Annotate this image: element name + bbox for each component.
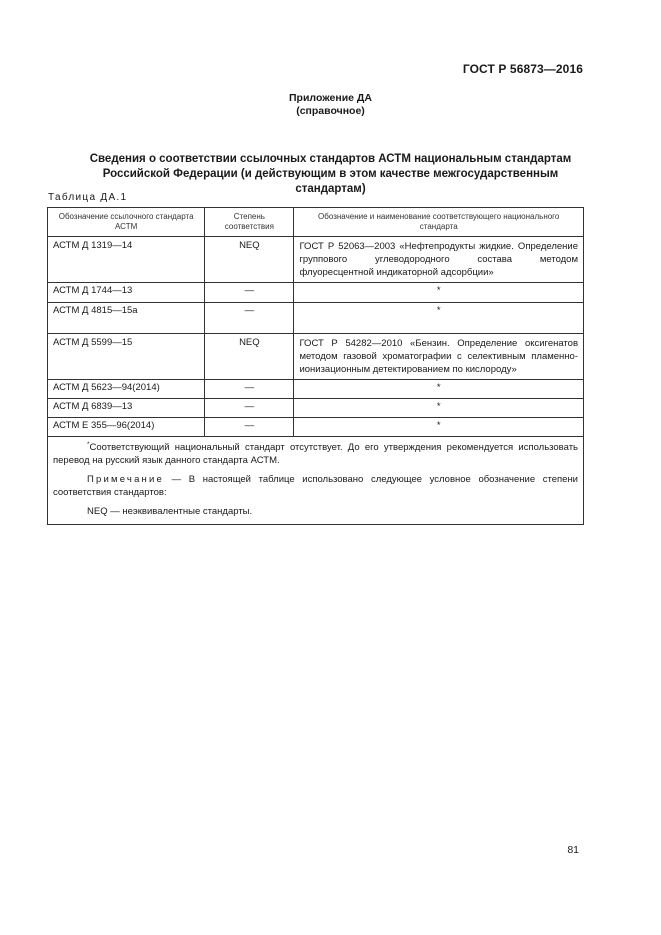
table-caption: Таблица ДА.1	[48, 192, 128, 203]
astm-code-cell: АСТМ Д 1319—14	[48, 237, 205, 283]
page-number: 81	[567, 844, 579, 856]
note-label: Примечание	[87, 474, 164, 485]
astm-code-cell: АСТМ Д 1744—13	[48, 283, 205, 303]
astm-code-cell: АСТМ Е 355—96(2014)	[48, 418, 205, 437]
table-header-row	[48, 208, 584, 237]
astm-code-cell: АСТМ Д 4815—15а	[48, 303, 205, 334]
table-footer	[48, 437, 584, 525]
astm-code-cell: АСТМ Д 5623—94(2014)	[48, 380, 205, 399]
appendix-subtitle: (справочное)	[296, 105, 365, 117]
astm-code-cell: АСТМ Д 6839—13	[48, 399, 205, 418]
degree-cell: —	[205, 418, 294, 437]
legend: NEQ — неэквивалентные стандарты.	[87, 506, 253, 517]
national-standard-cell: *	[294, 399, 584, 418]
appendix-title: Приложение ДА	[289, 92, 372, 104]
note	[53, 473, 578, 499]
national-standard-cell: *	[294, 380, 584, 399]
table-footer-row	[48, 437, 584, 525]
table-row	[48, 283, 584, 303]
table-row	[48, 334, 584, 380]
header-astm-code: Обозначение ссылочного стандарта АСТМ	[48, 208, 205, 237]
note-text: — В настоящей таблице использовано следующее условное обозначение степени соответствия стандартов:	[53, 474, 578, 498]
degree-cell: —	[205, 303, 294, 334]
section-heading: Сведения о соответствии ссылочных стандартов АСТМ национальным стандартам Российской Федерации (и действующим в этом качестве межгосударственным стандартам)	[89, 153, 572, 195]
national-standard-cell: *	[294, 283, 584, 303]
national-standard-cell: ГОСТ Р 52063—2003 «Нефтепродукты жидкие. Определение группового углеводородного состава методом флуоресцентной индикаторной адсорбции»	[294, 237, 584, 283]
degree-cell: NEQ	[205, 237, 294, 283]
table-row	[48, 237, 584, 283]
degree-cell: —	[205, 380, 294, 399]
footnote	[53, 441, 578, 467]
astm-code-cell: АСТМ Д 5599—15	[48, 334, 205, 380]
national-standard-cell: ГОСТ Р 54282—2010 «Бензин. Определение оксигенатов методом газовой хроматографии с селективным пламенно-ионизационным детектированием по кислороду»	[294, 334, 584, 380]
degree-cell: NEQ	[205, 334, 294, 380]
header-national-standard: Обозначение и наименование соответствующего национального стандарта	[294, 208, 584, 237]
table-row	[48, 303, 584, 334]
national-standard-cell: *	[294, 418, 584, 437]
footnote-text: Соответствующий национальный стандарт отсутствует. До его утверждения рекомендуется использовать перевод на русский язык данного стандарта АСТМ.	[53, 442, 578, 466]
footnote-mark: *	[87, 440, 90, 448]
degree-cell: —	[205, 399, 294, 418]
table-row	[48, 380, 584, 399]
header-degree: Степень соответствия	[205, 208, 294, 237]
degree-cell: —	[205, 283, 294, 303]
standard-number: ГОСТ Р 56873—2016	[462, 62, 583, 76]
table-row	[48, 418, 584, 437]
appendix-heading	[0, 92, 661, 118]
national-standard-cell: *	[294, 303, 584, 334]
correspondence-table	[47, 207, 584, 525]
table-row	[48, 399, 584, 418]
